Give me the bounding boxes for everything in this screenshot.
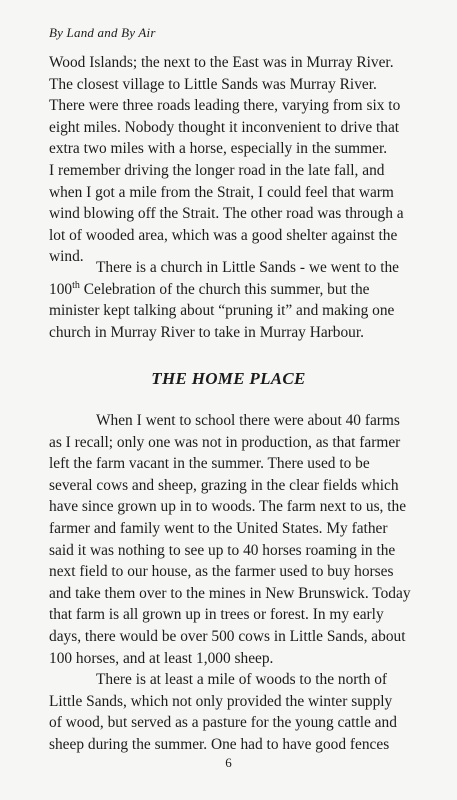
running-header: By Land and By Air (49, 25, 156, 40)
paragraph-wood-islands: Wood Islands; the next to the East was in Murray River. The closest village to Little Sands was Murray River. There were three roads leading there, varying from six to eight miles. Nobody thought it inconvenient to drive that extra two miles with a horse, especially in the summer. I remember driving the longer road in the late fall, and when I got a mile from the Strait, I could feel that warm wind blowing off the Strait. The other road was through a lot of wooded area, which was a good shelter against the wind. (49, 54, 404, 266)
church-rest: Celebration of the church this summer, but the minister kept talking about “pruning it” and making one church in Murray River to take in Murray Harbour. (49, 280, 395, 341)
section-1-text (49, 52, 414, 268)
church-line-1: There is a church in Little Sands - we went to the (96, 259, 400, 276)
section-heading: THE HOME PLACE (151, 369, 306, 388)
section-1-church-paragraph (49, 257, 414, 343)
page-number: 6 (225, 755, 232, 770)
paragraph-church (49, 257, 414, 343)
paragraph-school-farms: When I went to school there were about 40 farms as I recall; only one was not in production, as that farmer left the farm vacant in the summer. There used to be several cows and sheep, grazing in the clear fields which have since grown up in to woods. The farm next to us, the farmer and family went to the United States. My father said it was nothing to see up to 40 horses roaming in the next field to our house, as the farmer used to buy horses and take them over to the mines in New Brunswick. Today that farm is all grown up in trees or forest. In my early days, there would be over 500 cows in Little Sands, about 100 horses, and at least 1,000 sheep. (49, 412, 411, 667)
section-2-text (49, 410, 414, 756)
church-number: 100 (49, 280, 73, 298)
church-ordinal-suffix: th (72, 279, 80, 291)
paragraph-woods: There is at least a mile of woods to the north of Little Sands, which not only provided the winter supply of wood, but served as a pasture for the young cattle and sheep during the summer. One had to have good fences (49, 671, 397, 753)
